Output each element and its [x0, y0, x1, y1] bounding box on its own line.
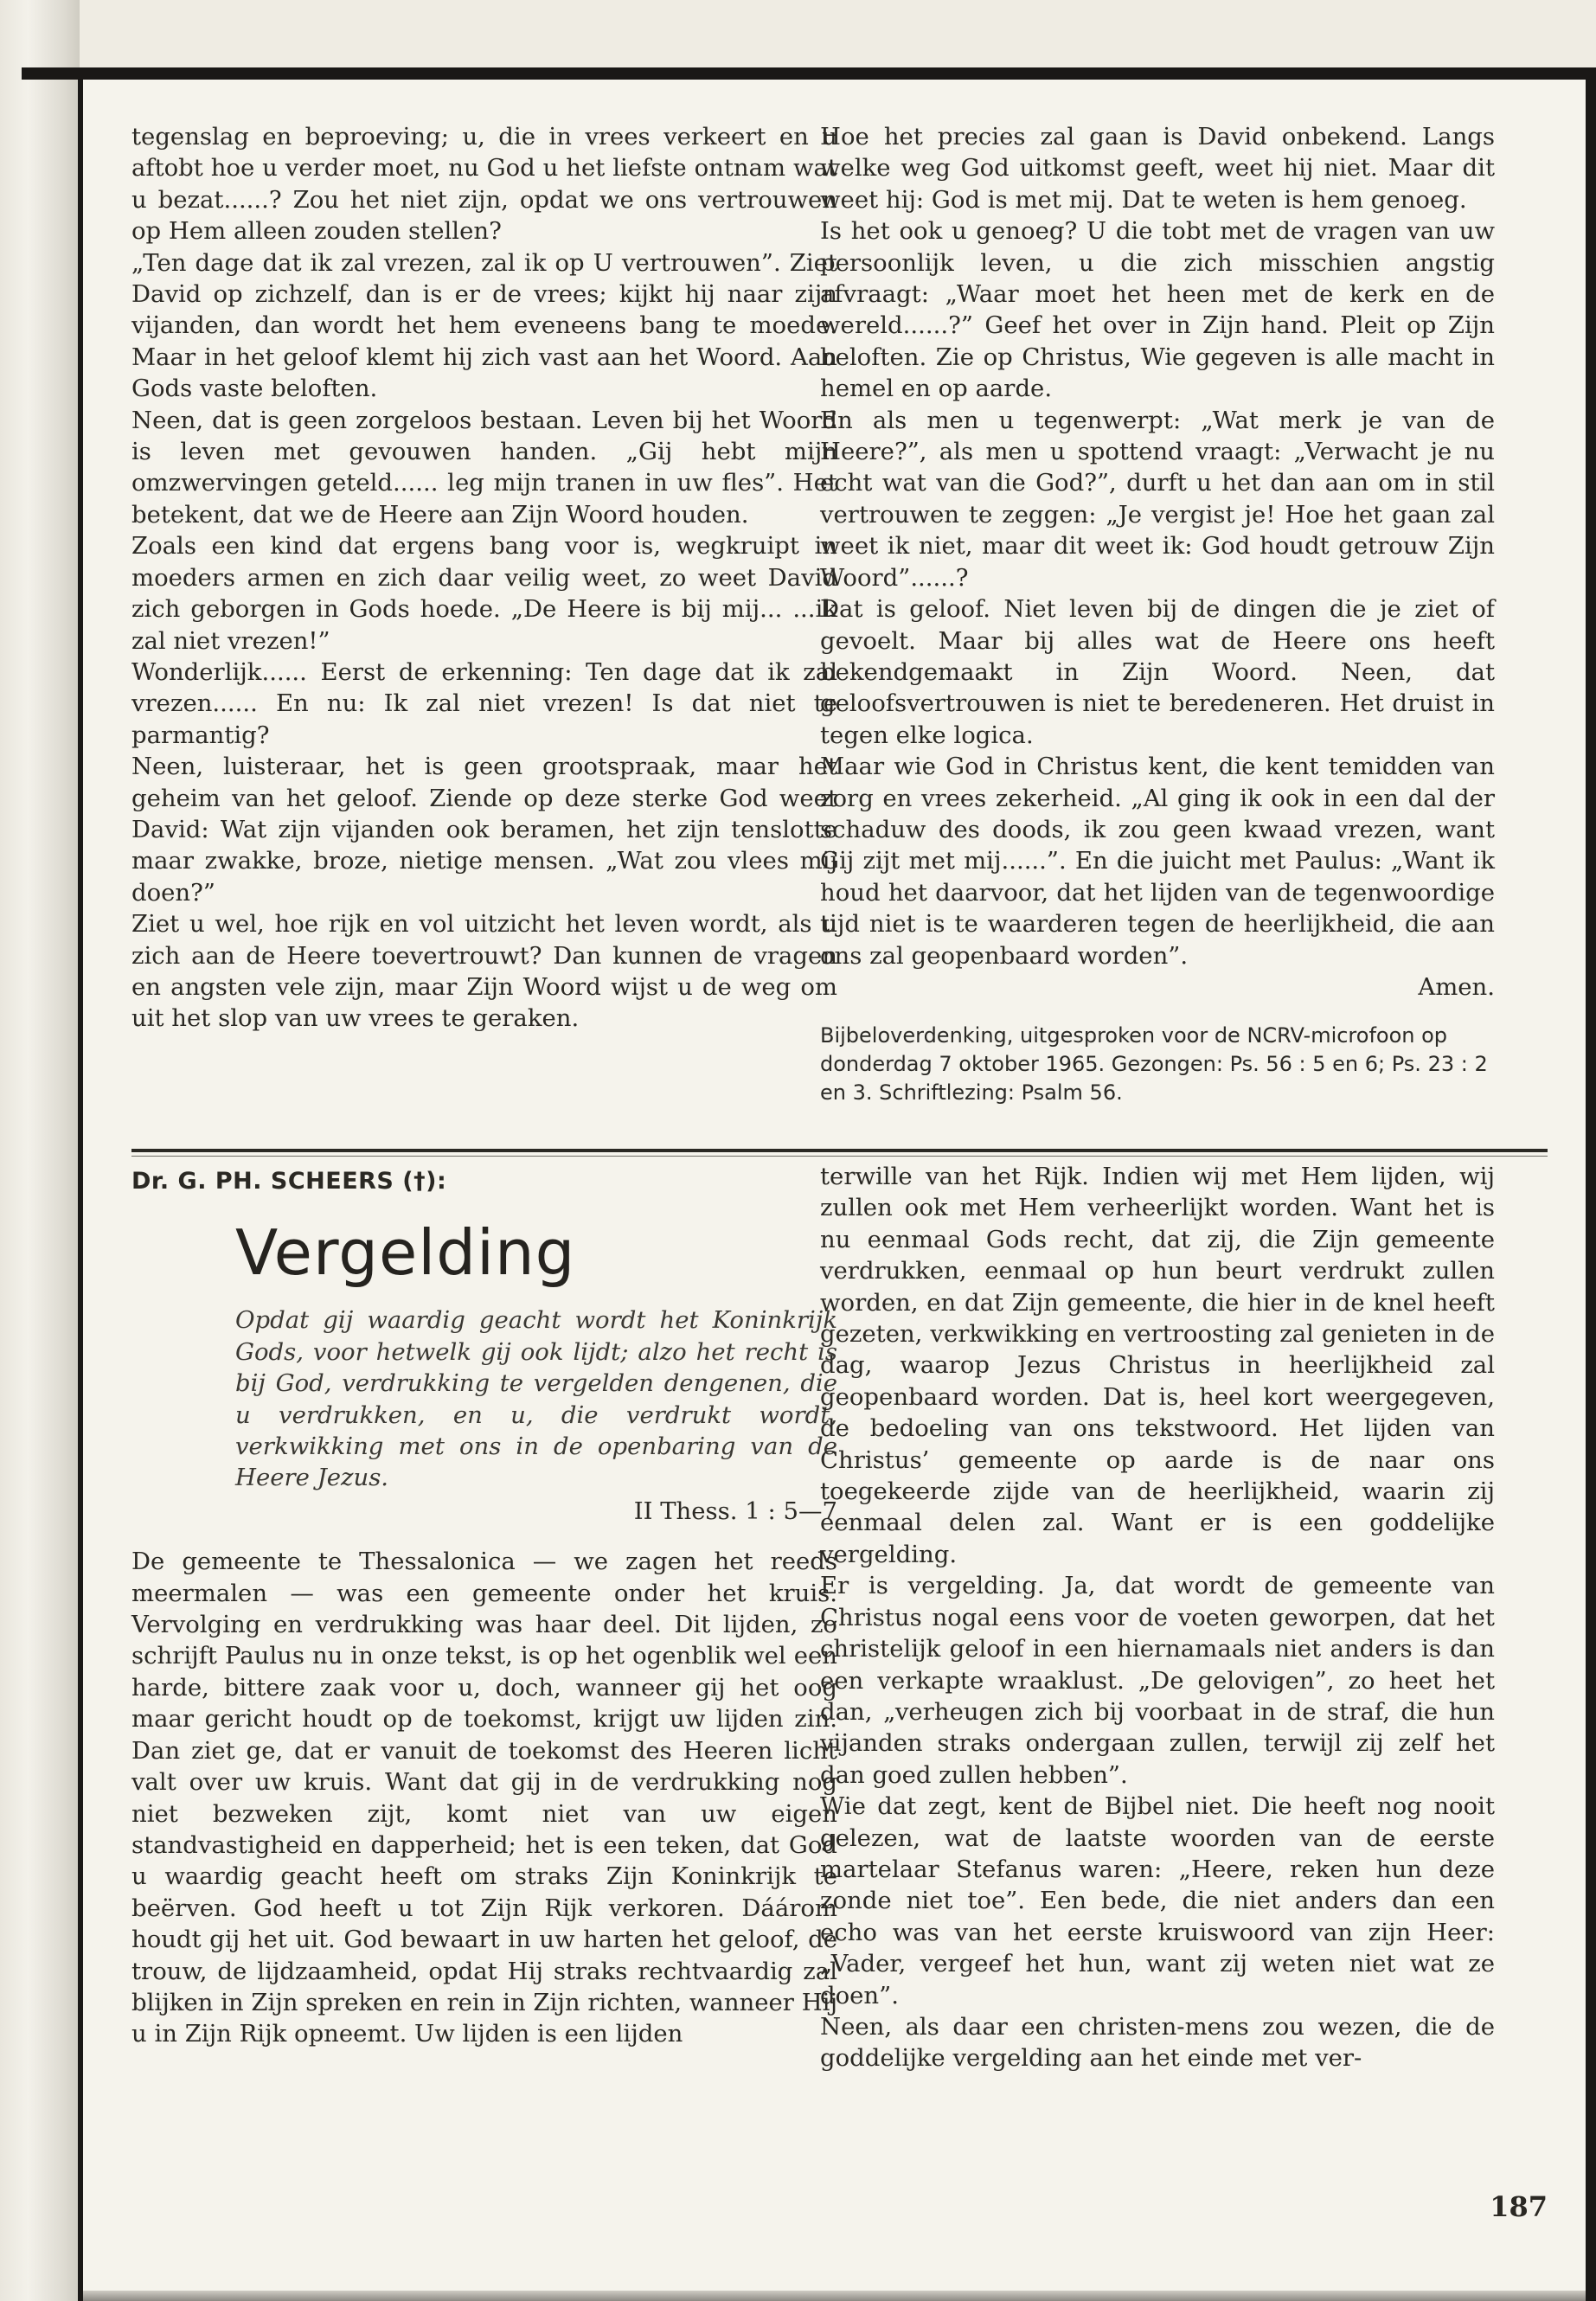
page: [83, 80, 1586, 2291]
section-divider: [131, 1149, 1548, 1152]
paragraph: Is het ook u genoeg? U die tobt met de vragen van uw persoonlijk leven, u die zich misschien angstig afvraagt: „Waar moet het heen met de kerk en de wereld......?” Geef het over in Zijn hand. Pleit op Zijn beloften. Zie op Christus, Wie gegeven is alle macht in hemel en op aarde.: [820, 217, 1495, 403]
paragraph: Neen, dat is geen zorgeloos bestaan. Leven bij het Woord is leven met gevouwen handen. „Gij hebt mijn omzwervingen geteld...... leg mijn tranen in uw fles”. Het betekent, dat we de Heere aan Zijn Woord houden.: [131, 406, 837, 529]
paragraph: Hoe het precies zal gaan is David onbekend. Langs welke weg God uitkomst geeft, weet hij niet. Maar dit weet hij: God is met mij. Dat te weten is hem genoeg.: [820, 123, 1495, 214]
page-number: 187: [1490, 2190, 1548, 2223]
paragraph: Zoals een kind dat ergens bang voor is, wegkruipt in moeders armen en zich daar veilig weet, zo weet David zich geborgen in Gods hoede. „De Heere is bij mij... ...ik zal niet vrezen!”: [131, 532, 837, 655]
broadcast-caption: Bijbeloverdenking, uitgesproken voor de NCRV-microfoon op donderdag 7 oktober 1965. Gezongen: Ps. 56 : 5 en 6; Ps. 23 : 2 en 3. Schriftlezing: Psalm 56.: [820, 1023, 1488, 1106]
page-bottom-edge: [83, 2291, 1586, 2301]
scripture-reference: II Thess. 1 : 5—7: [633, 1497, 837, 1525]
paragraph: Er is vergelding. Ja, dat wordt de gemeente van Christus nogal eens voor de voeten geworpen, dat het christelijk geloof in een hiernamaals niet anders is dan een verkapte wraaklust. „De gelovigen”, zo heet het dan, „verheugen zich bij voorbaat in de straf, die hun vijanden straks ondergaan zullen, terwijl zij zelf het dan goed zullen hebben”.: [820, 1572, 1495, 1789]
paragraph: Wie dat zegt, kent de Bijbel niet. Die heeft nog nooit gelezen, wat de laatste woorden van de eerste martelaar Stefanus waren: „Heere, reken hun deze zonde niet toe”. Een bede, die niet anders dan een echo was van het eerste kruiswoord van zijn Heer: „Vader, vergeef het hun, want zij weten niet wat ze doen”.: [820, 1792, 1495, 2009]
paragraph: Neen, als daar een christen-mens zou wezen, die de goddelijke vergelding aan het einde met ver-: [820, 2012, 1495, 2073]
top-left-column: [131, 121, 837, 1035]
paragraph: „Ten dage dat ik zal vrezen, zal ik op U vertrouwen”. Ziet David op zichzelf, dan is er de vrees; kijkt hij naar zijn vijanden, dan wordt het hem eveneens bang te moede. Maar in het geloof klemt hij zich vast aan het Woord. Aan Gods vaste beloften.: [131, 248, 837, 403]
paragraph: terwille van het Rijk. Indien wij met Hem lijden, wij zullen ook met Hem verheerlijkt worden. Want het is nu eenmaal Gods recht, dat zij, die Zijn gemeente verdrukken, eenmaal op hun beurt verdrukt zullen worden, en dat Zijn gemeente, die hier in de knel heeft gezeten, verkwikking en vertroosting zal genieten in de dag, waarop Jezus Christus in heerlijkheid zal geopenbaard worden. Dat is, heel kort weergegeven, de bedoeling van ons tekstwoord. Het lijden van Christus’ gemeente op aarde is de naar ons toegekeerde zijde van de heerlijkheid, waarin zij eenmaal delen zal. Want er is een goddelijke vergelding.: [820, 1163, 1495, 1568]
section-divider-thin: [131, 1156, 1548, 1157]
article-title: Vergelding: [235, 1216, 576, 1290]
bottom-right-column: [820, 1161, 1495, 2074]
paragraph: tegenslag en beproeving; u, die in vrees verkeert en u aftobt hoe u verder moet, nu God u het liefste ontnam wat u bezat......? Zou het niet zijn, opdat we ons vertrouwen op Hem alleen zouden stellen?: [131, 123, 837, 246]
page-right-edge: [1586, 80, 1596, 2301]
scripture-quote: Opdat gij waardig geacht wordt het Koninkrijk Gods, voor hetwelk gij ook lijdt; alzo het recht is bij God, verdrukking te vergelden dengenen, die u verdrukken, en u, die verdrukt wordt, verkwikking met ons in de openbaring van de Heere Jezus.: [235, 1306, 837, 1492]
paragraph: De gemeente te Thessalonica — we zagen het reeds meermalen — was een gemeente onder het kruis. Vervolging en verdrukking was haar deel. Dit lijden, zo schrijft Paulus nu in onze tekst, is op het ogenblik wel een harde, bittere zaak voor u, doch, wanneer gij het oog maar gericht houdt op de toekomst, krijgt uw lijden zin. Dan ziet ge, dat er vanuit de toekomst des Heeren licht valt over uw kruis. Want dat gij in de verdrukking nog niet bezweken zijt, komt niet van uw eigen standvastigheid en dapperheid; het is een teken, dat God u waardig geacht heeft om straks Zijn Koninkrijk te beërven. God heeft u tot Zijn Rijk verkoren. Dáárom houdt gij het uit. God bewaart in uw harten het geloof, de trouw, de lijdzaamheid, opdat Hij straks rechtvaardig zal blijken in Zijn spreken en rein in Zijn richten, wanneer Hij u in Zijn Rijk opneemt. Uw lijden is een lijden: [131, 1548, 837, 2048]
paragraph: Maar wie God in Christus kent, die kent temidden van zorg en vrees zekerheid. „Al ging ik ook in een dal der schaduw des doods, ik zou geen kwaad vrezen, want Gij zijt met mij......”. En die juicht met Paulus: „Want ik houd het daarvoor, dat het lijden van de tegenwoordige tijd niet is te waarderen tegen de heerlijkheid, die aan ons zal geopenbaard worden”.: [820, 753, 1495, 970]
paragraph: Wonderlijk...... Eerst de erkenning: Ten dage dat ik zal vrezen...... En nu: Ik zal niet vrezen! Is dat niet te parmantig?: [131, 657, 837, 749]
paragraph: En als men u tegenwerpt: „Wat merk je van de Heere?”, als men u spottend vraagt: „Verwacht je nu echt wat van die God?”, durft u het dan aan om in stil vertrouwen te zeggen: „Je vergist je! Hoe het gaan zal weet ik niet, maar dit weet ik: God houdt getrouw Zijn Woord”......?: [820, 406, 1495, 592]
closing-line: [820, 971, 1495, 1003]
book-spine: [0, 0, 80, 2301]
page-top-edge: [22, 67, 1596, 80]
amen: Amen.: [1418, 972, 1495, 1001]
paragraph: Neen, luisteraar, het is geen grootspraak, maar het geheim van het geloof. Ziende op deze sterke God weet David: Wat zijn vijanden ook beramen, het zijn tenslotte maar zwakke, broze, nietige mensen. „Wat zou vlees mij doen?”: [131, 753, 837, 907]
article-author: Dr. G. PH. SCHEERS (†):: [131, 1168, 447, 1195]
top-right-column: [820, 121, 1495, 1107]
paragraph: Dat is geloof. Niet leven bij de dingen die je ziet of gevoelt. Maar bij alles wat de Heere ons heeft bekendgemaakt in Zijn Woord. Neen, dat geloofsvertrouwen is niet te beredeneren. Het druist in tegen elke logica.: [820, 595, 1495, 749]
paragraph: Ziet u wel, hoe rijk en vol uitzicht het leven wordt, als u zich aan de Heere toevertrouwt? Dan kunnen de vragen en angsten vele zijn, maar Zijn Woord wijst u de weg om uit het slop van uw vrees te geraken.: [131, 910, 837, 1033]
bottom-left-column: [131, 1161, 837, 2050]
